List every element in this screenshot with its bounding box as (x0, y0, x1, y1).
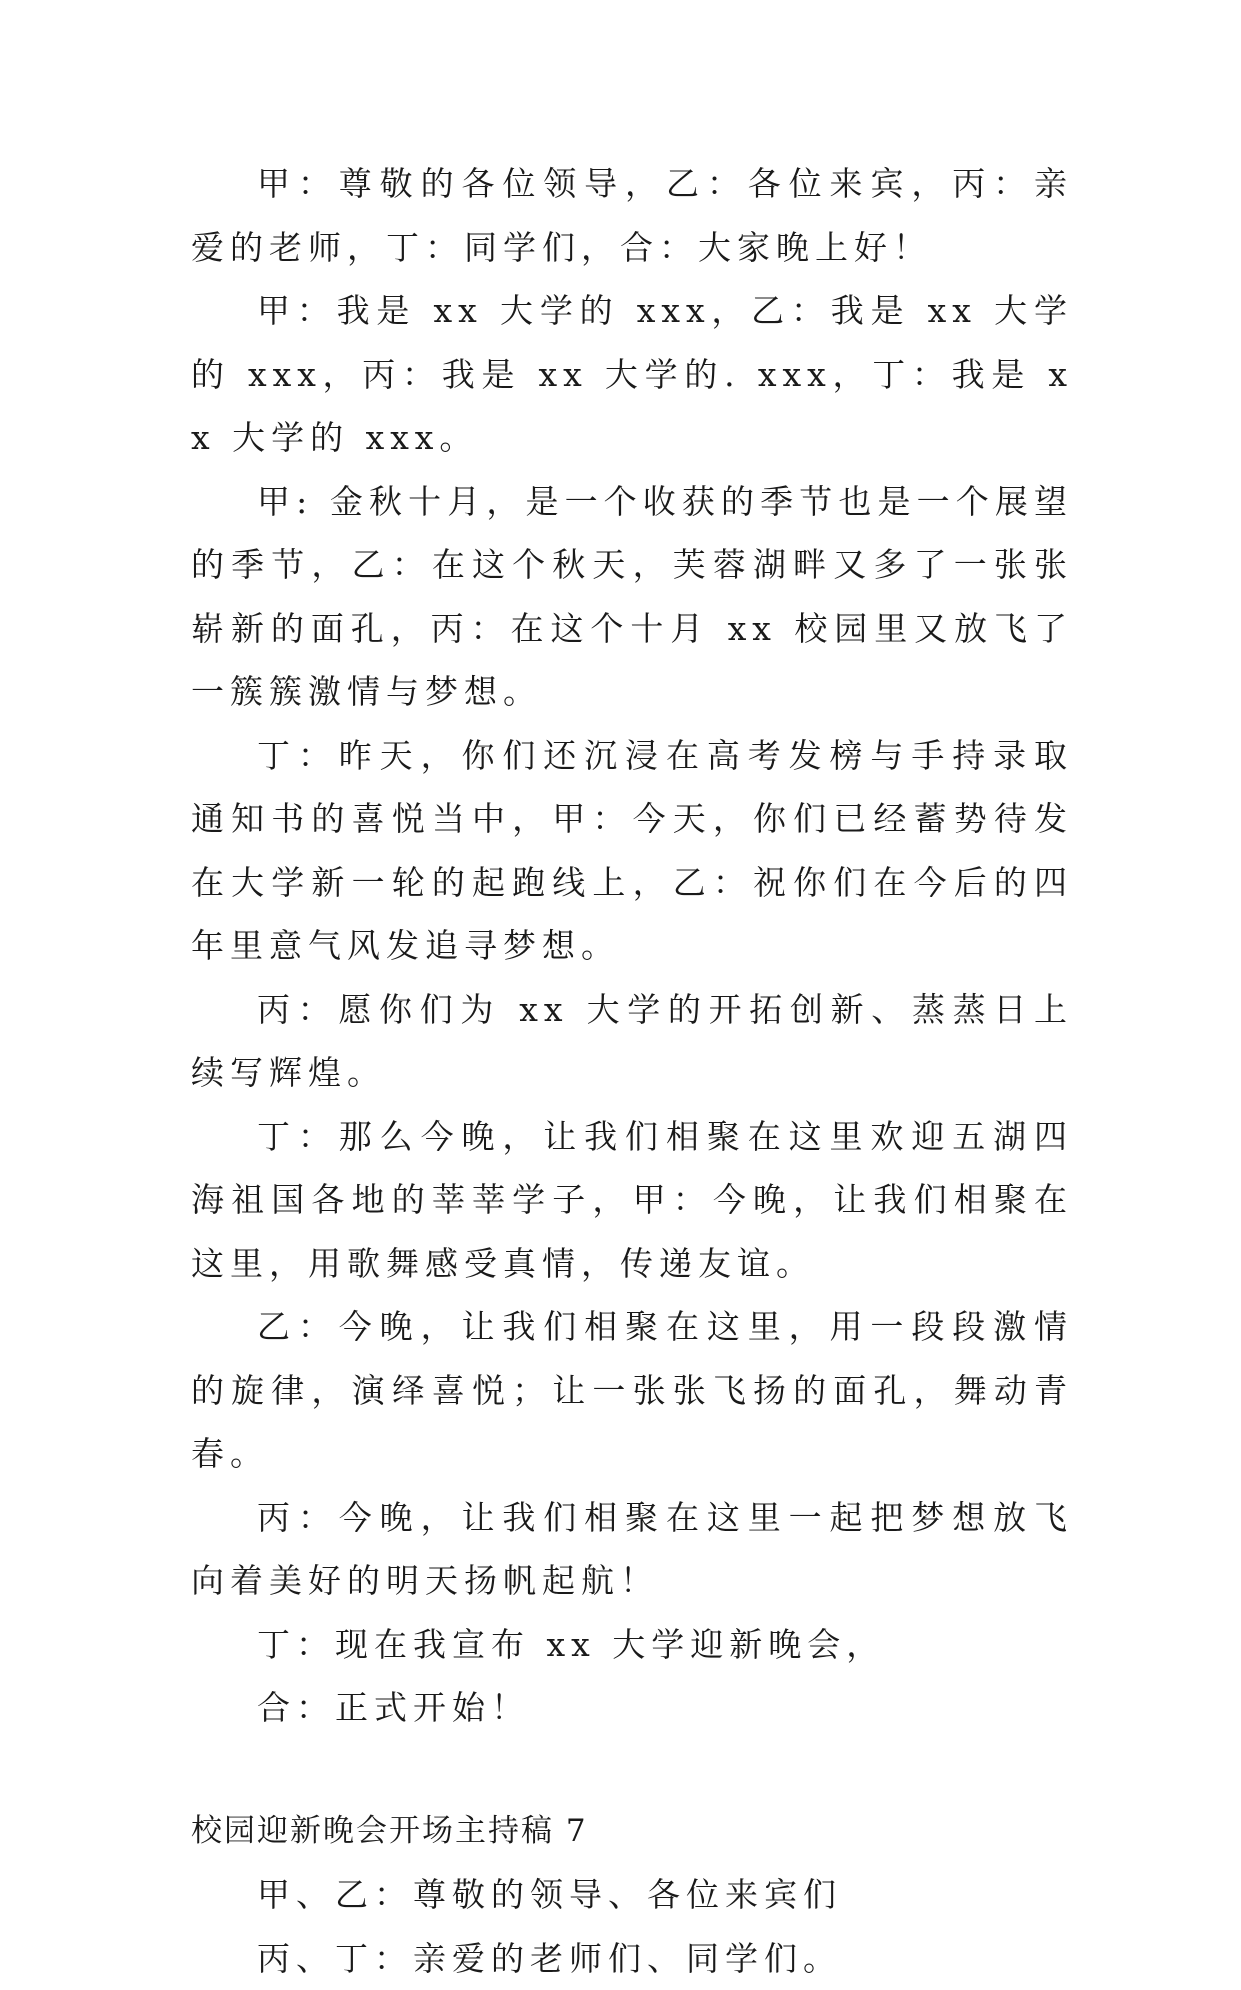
paragraph-9: 丁：现在我宣布 xx 大学迎新晚会， (191, 1613, 1073, 1677)
paragraph-1: 甲：尊敬的各位领导，乙：各位来宾，丙：亲爱的老师，丁：同学们，合：大家晚上好！ (191, 152, 1073, 279)
paragraph-2: 甲：我是 xx 大学的 xxx，乙：我是 xx 大学的 xxx，丙：我是 xx 大学的. xxx，丁：我是 xx 大学的 xxx。 (191, 279, 1073, 470)
section-paragraph-1: 甲、乙：尊敬的领导、各位来宾们 (191, 1863, 1073, 1927)
paragraph-6: 丁：那么今晚，让我们相聚在这里欢迎五湖四海祖国各地的莘莘学子，甲：今晚，让我们相聚在这里，用歌舞感受真情，传递友谊。 (191, 1105, 1073, 1296)
paragraph-8: 丙：今晚，让我们相聚在这里一起把梦想放飞向着美好的明天扬帆起航！ (191, 1486, 1073, 1613)
paragraph-10: 合：正式开始！ (191, 1676, 1073, 1740)
paragraph-5: 丙：愿你们为 xx 大学的开拓创新、蒸蒸日上续写辉煌。 (191, 978, 1073, 1105)
paragraph-7: 乙：今晚，让我们相聚在这里，用一段段激情的旋律，演绎喜悦；让一张张飞扬的面孔，舞动青春。 (191, 1295, 1073, 1486)
document-body (191, 152, 1073, 1990)
paragraph-3: 甲: 金秋十月，是一个收获的季节也是一个展望的季节，乙：在这个秋天，芙蓉湖畔又多了一张张崭新的面孔，丙：在这个十月 xx 校园里又放飞了一簇簇激情与梦想。 (191, 470, 1073, 724)
paragraph-4: 丁：昨天，你们还沉浸在高考发榜与手持录取通知书的喜悦当中，甲：今天，你们已经蓄势待发在大学新一轮的起跑线上，乙：祝你们在今后的四年里意气风发追寻梦想。 (191, 724, 1073, 978)
section-title: 校园迎新晚会开场主持稿 7 (191, 1800, 1073, 1864)
section-paragraph-2: 丙、丁：亲爱的老师们、同学们。 (191, 1927, 1073, 1990)
